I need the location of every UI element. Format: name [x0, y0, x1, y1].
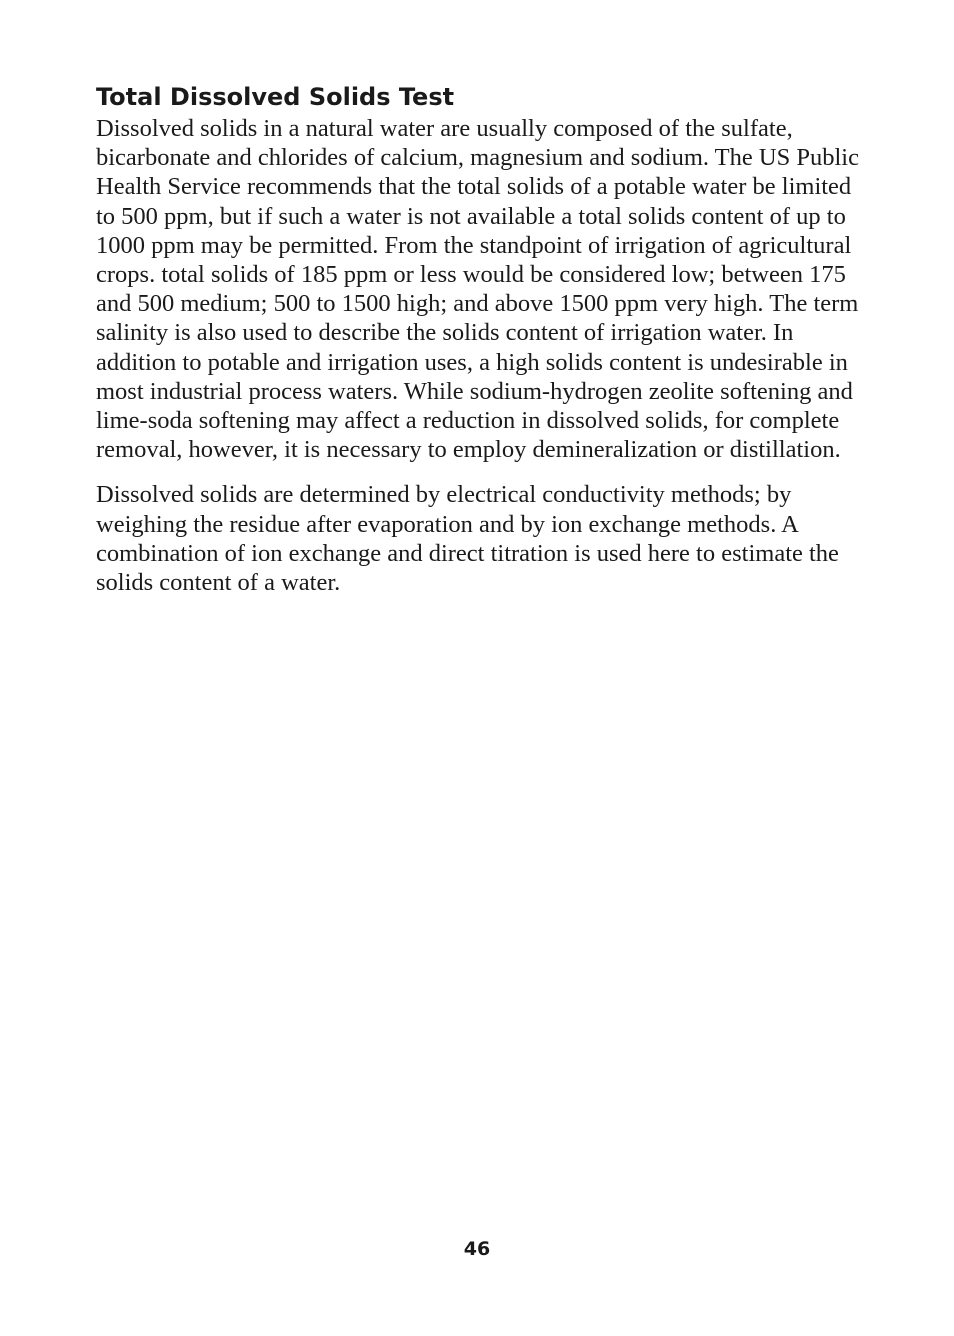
page-content	[96, 80, 862, 597]
body-paragraph-2: Dissolved solids are determined by electrical conductivity methods; by weighing the residue after evaporation and by ion exchange methods. A combination of ion exchange and direct titration is used here to estimate the solids content of a water.	[96, 481, 839, 597]
body-paragraph-1: Dissolved solids in a natural water are usually composed of the sulfate, bicarbonate and chlorides of calcium, magnesium and sodium. The US Public Health Service recommends that the total solids of a potable water be limited to 500 ppm, but if such a water is not available a total solids content of up to 1000 ppm may be permitted. From the standpoint of irrigation of agricultural crops. total solids of 185 ppm or less would be considered low; between 175 and 500 medium; 500 to 1500 high; and above 1500 ppm very high. The term salinity is also used to describe the solids content of irrigation water. In addition to potable and irrigation uses, a high solids content is undesirable in most industrial process waters. While sodium-hydrogen zeolite softening and lime-soda softening may affect a reduction in dissolved solids, for complete removal, however, it is necessary to employ demineralization or distillation.	[96, 115, 859, 464]
section-heading: Total Dissolved Solids Test	[96, 83, 455, 111]
page-number: 46	[463, 1238, 491, 1260]
